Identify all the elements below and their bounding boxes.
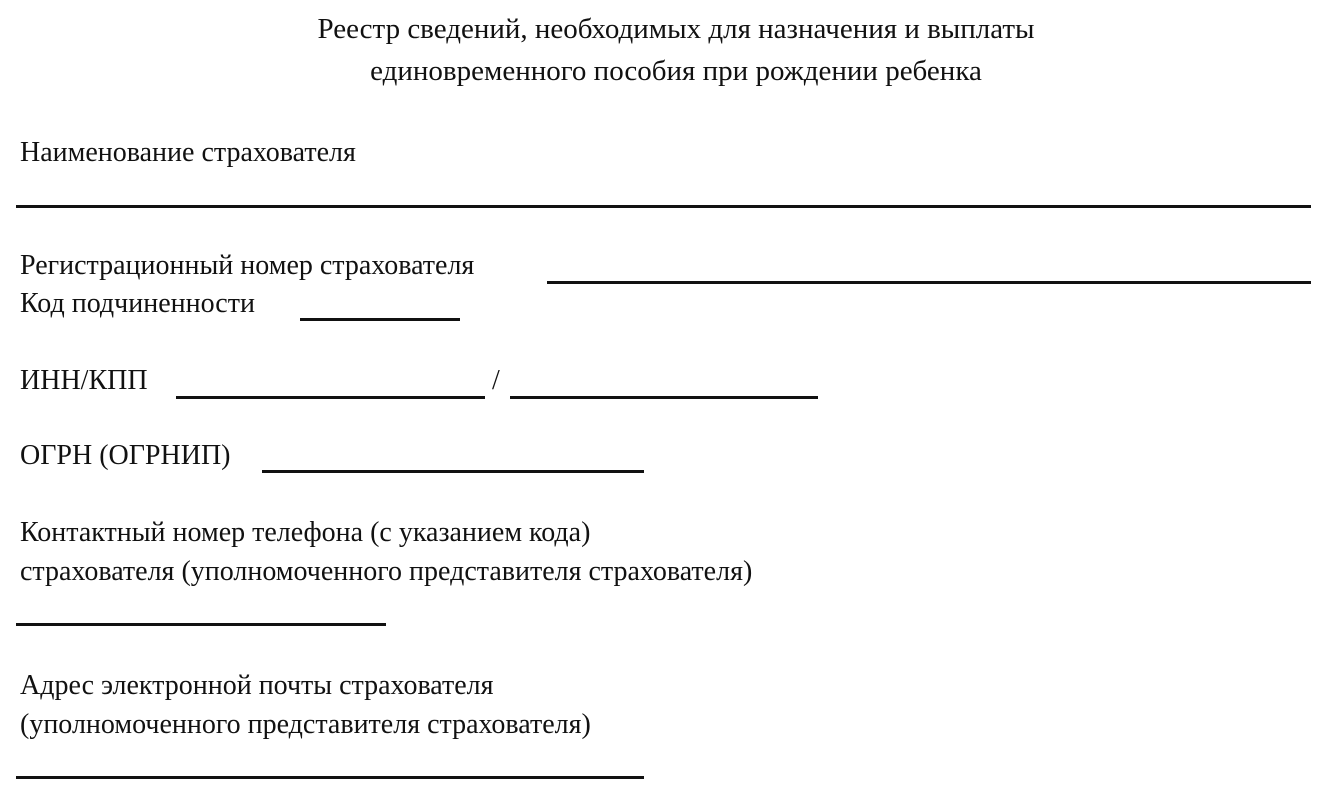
inn-field[interactable] bbox=[176, 396, 485, 399]
subordination-code-label: Код подчиненности bbox=[20, 288, 255, 319]
insurer-name-label: Наименование страхователя bbox=[20, 137, 356, 168]
registration-number-field[interactable] bbox=[547, 281, 1311, 284]
email-label-line-2: (уполномоченного представителя страхователя) bbox=[20, 709, 591, 740]
insurer-name-field[interactable] bbox=[16, 205, 1311, 208]
ogrn-label: ОГРН (ОГРНИП) bbox=[20, 440, 231, 471]
ogrn-field[interactable] bbox=[262, 470, 644, 473]
subordination-code-field[interactable] bbox=[300, 318, 460, 321]
kpp-field[interactable] bbox=[510, 396, 818, 399]
phone-field[interactable] bbox=[16, 623, 386, 626]
registration-number-label: Регистрационный номер страхователя bbox=[20, 250, 475, 281]
phone-label-line-2: страхователя (уполномоченного представителя страхователя) bbox=[20, 556, 753, 587]
email-field[interactable] bbox=[16, 776, 644, 779]
document-title-line-1: Реестр сведений, необходимых для назначения и выплаты bbox=[317, 13, 1035, 45]
inn-kpp-separator: / bbox=[492, 365, 500, 396]
email-label-line-1: Адрес электронной почты страхователя bbox=[20, 670, 494, 701]
inn-kpp-label: ИНН/КПП bbox=[20, 365, 148, 396]
phone-label-line-1: Контактный номер телефона (с указанием кода) bbox=[20, 517, 591, 548]
document-title-line-2: единовременного пособия при рождении ребенка bbox=[370, 55, 982, 87]
